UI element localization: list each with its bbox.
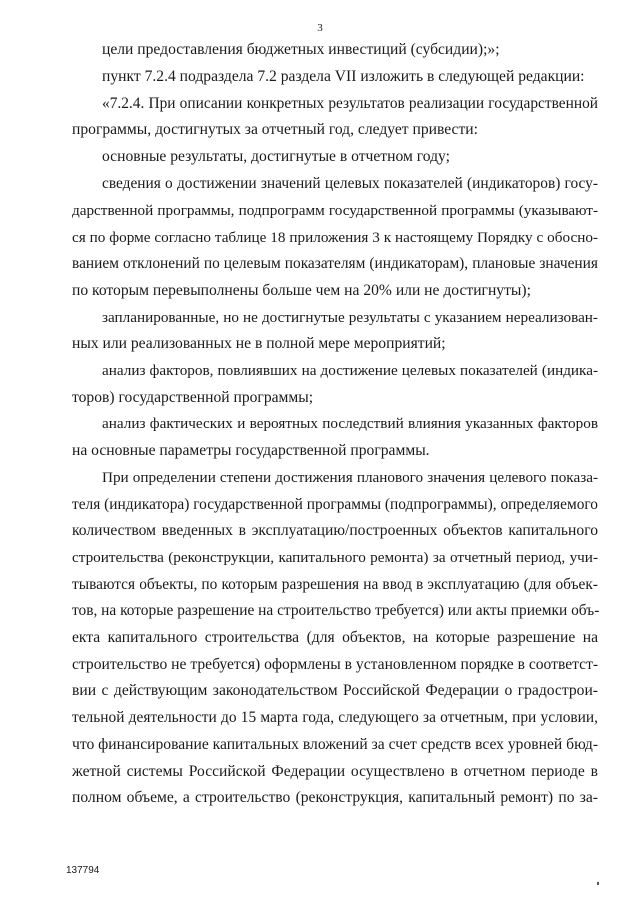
text-line-3: «7.2.4. При описании конкретных результатов реализации государственной [102,95,598,112]
text-line-25: вии с действующим законодательством Российской Федерации о градострои- [72,682,598,699]
text-line-5: основные результаты, достигнутые в отчетном году; [102,148,450,165]
text-line-7: дарственной программы, подпрограмм государственной программы (указывают- [72,202,598,219]
text-line-16: на основные параметры государственной программы. [72,442,430,459]
text-line-26: тельной деятельности до 15 марта года, следующего за отчетным, при условии, [72,709,598,726]
text-line-10: по которым перевыполнены больше чем на 20% или не достигнуты); [72,282,531,299]
text-line-19: количеством введенных в эксплуатацию/построенных объектов капитального [72,522,598,539]
text-line-13: анализ факторов, повлиявших на достижение целевых показателей (индика- [102,362,598,379]
text-line-17: При определении степени достижения планового значения целевого показа- [102,469,598,486]
text-line-24: строительство не требуется) оформлены в установленном порядке в соответст- [72,656,599,673]
text-line-18: теля (индикатора) государственной программы (подпрограммы), определяемого [72,496,599,513]
text-line-8: ся по форме согласно таблице 18 приложения 3 к настоящему Порядку с обосно- [72,229,598,246]
page-number: 3 [317,22,323,34]
document-code: 137794 [66,865,100,876]
text-line-12: ных или реализованных не в полной мере мероприятий; [72,335,446,352]
text-line-1: цели предоставления бюджетных инвестиций (субсидии);»; [102,41,500,58]
text-line-4: программы, достигнутых за отчетный год, следует привести: [72,121,478,138]
text-line-6: сведения о достижении значений целевых показателей (индикаторов) госу- [102,175,598,192]
text-line-15: анализ фактических и вероятных последствий влияния указанных факторов [102,415,598,432]
text-line-21: тываются объекты, по которым разрешения на ввод в эксплуатацию (для объек- [72,576,598,593]
text-line-9: ванием отклонений по целевым показателям (индикаторам), плановые значения [72,255,598,272]
text-line-27: что финансирование капитальных вложений за счет средств всех уровней бюд- [72,736,599,753]
text-line-2: пункт 7.2.4 подраздела 7.2 раздела VII изложить в следующей редакции: [102,68,585,85]
scan-speck [597,882,599,885]
text-line-29: полном объеме, а строительство (реконструкция, капитальный ремонт) по за- [72,789,598,806]
text-line-28: жетной системы Российской Федерации осуществлено в отчетном периоде в [72,763,598,780]
text-line-11: запланированные, но не достигнутые результаты с указанием нереализован- [102,309,598,326]
text-line-23: екта капитального строительства (для объектов, на которые разрешение на [72,629,598,646]
text-line-14: торов) государственной программы; [72,389,314,406]
text-line-22: тов, на которые разрешение на строительство требуется) или акты приемки объ- [72,602,600,619]
text-line-20: строительства (реконструкции, капитального ремонта) за отчетный период, учи- [72,549,598,566]
